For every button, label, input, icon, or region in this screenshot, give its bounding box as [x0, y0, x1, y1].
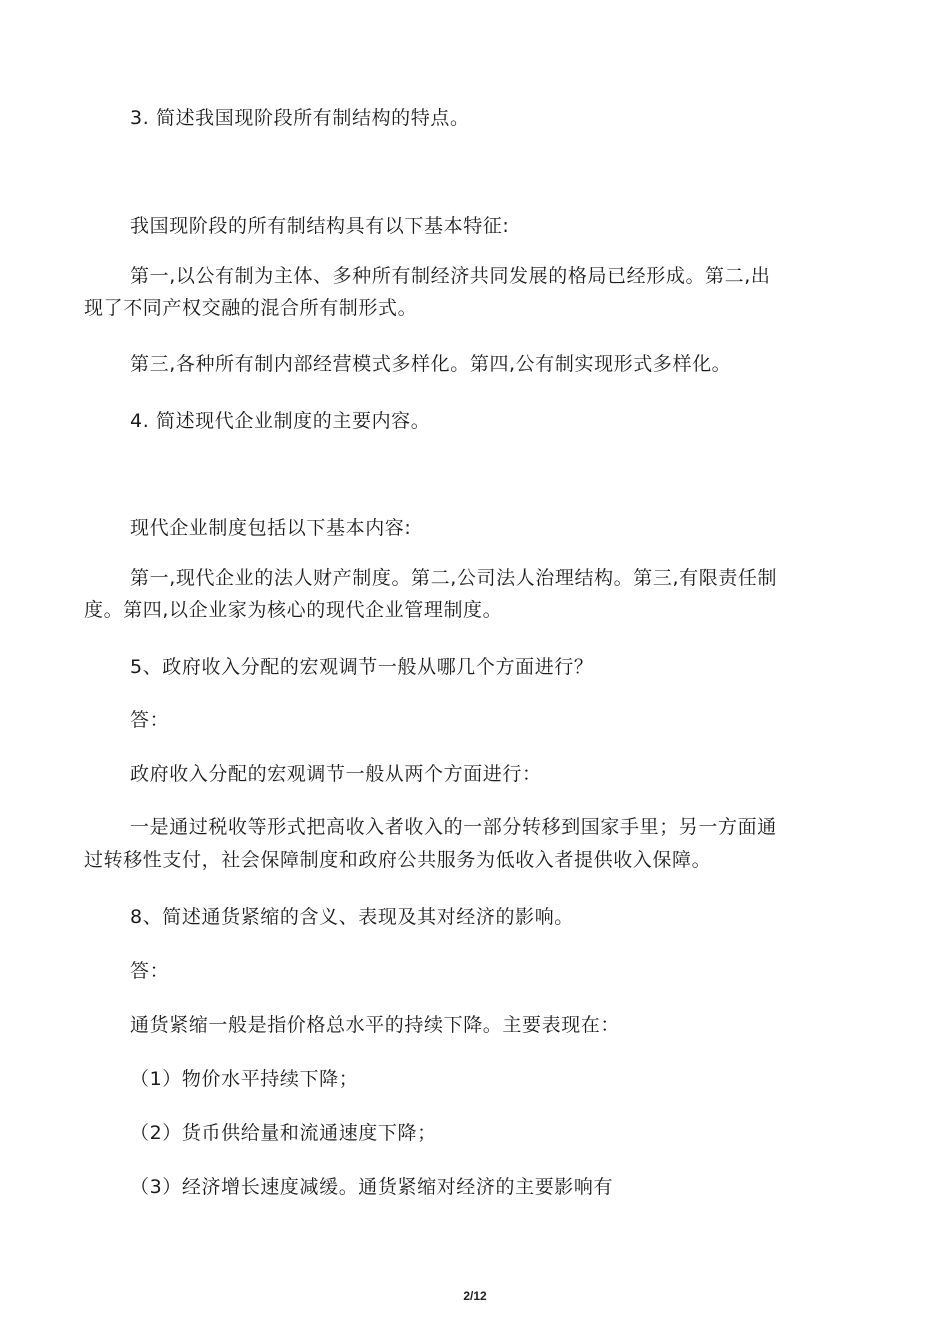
question-8-intro: 通货紧缩一般是指价格总水平的持续下降。主要表现在： — [130, 1014, 621, 1036]
question-5-title: 5、政府收入分配的宏观调节一般从哪几个方面进行？ — [130, 656, 594, 678]
question-4-paragraph-1-line-2: 度。第四,以企业家为核心的现代企业管理制度。 — [84, 599, 503, 621]
question-4-title: 4. 简述现代企业制度的主要内容。 — [130, 410, 431, 432]
question-3-title: 3. 简述我国现阶段所有制结构的特点。 — [130, 107, 470, 129]
question-3-paragraph-1-line-2: 现了不同产权交融的混合所有制形式。 — [84, 297, 418, 319]
page-number: 2/12 — [463, 1289, 487, 1303]
question-3-intro: 我国现阶段的所有制结构具有以下基本特征: — [130, 215, 510, 237]
question-5-paragraph-1-line-1: 一是通过税收等形式把高收入者收入的一部分转移到国家手里；另一方面通 — [130, 816, 777, 838]
question-3-paragraph-2: 第三,各种所有制内部经营模式多样化。第四,公有制实现形式多样化。 — [130, 353, 732, 375]
question-8-title: 8、简述通货紧缩的含义、表现及其对经济的影响。 — [130, 906, 574, 928]
question-5-paragraph-1-line-2: 过转移性支付，社会保障制度和政府公共服务为低收入者提供收入保障。 — [84, 849, 712, 871]
question-8-list-item: （3）经济增长速度减缓。通货紧缩对经济的主要影响有 — [130, 1176, 614, 1198]
question-5-intro: 政府收入分配的宏观调节一般从两个方面进行： — [130, 763, 542, 785]
question-5-answer-label: 答： — [130, 709, 170, 731]
question-4-intro: 现代企业制度包括以下基本内容: — [130, 517, 412, 539]
question-8-list-item: （1）物价水平持续下降； — [130, 1068, 359, 1090]
question-3-paragraph-1-line-1: 第一,以公有制为主体、多种所有制经济共同发展的格局已经形成。第二,出 — [130, 265, 771, 287]
question-8-list-item: （2）货币供给量和流通速度下降； — [130, 1122, 437, 1144]
question-8-answer-label: 答： — [130, 960, 170, 982]
question-4-paragraph-1-line-1: 第一,现代企业的法人财产制度。第二,公司法人治理结构。第三,有限责任制 — [130, 567, 778, 589]
